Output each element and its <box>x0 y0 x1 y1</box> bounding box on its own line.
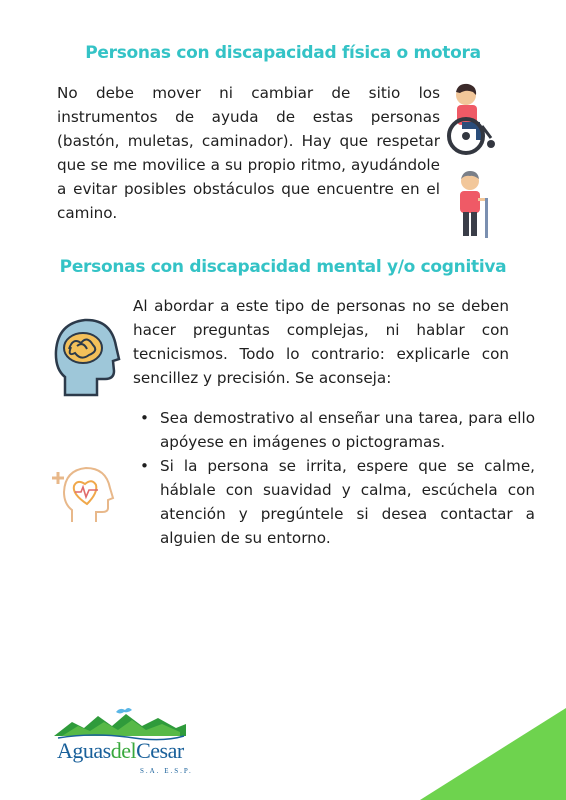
bullet-dot-icon: • <box>140 457 149 475</box>
logo-word-del: del <box>110 738 137 763</box>
logo-word-cesar: Cesar <box>136 738 184 763</box>
section-heading-cognitive: Personas con discapacidad mental y/o cognitiva <box>59 257 507 277</box>
company-logo <box>54 704 204 786</box>
list-item <box>140 406 535 454</box>
elderly-cane-icon <box>454 170 494 240</box>
advice-list <box>138 406 535 550</box>
section-heading-physical: Personas con discapacidad física o motora <box>85 43 481 63</box>
list-item-text: Si la persona se irrita, espere que se calme, háblale con suavidad y calma, escúchela con atención y pregúntele si desea contactar a alguien de su entorno. <box>160 457 535 547</box>
paragraph-physical: No debe mover ni cambiar de sitio los instrumentos de ayuda de estas personas (bastón, muletas, caminador). Hay que respetar que se me movilice a su propio ritmo, ayudándole a evitar posibles obstáculos que encuentre en el camino. <box>57 84 440 222</box>
logo-subtitle: S.A. E.S.P. <box>140 767 193 775</box>
list-item <box>140 454 535 550</box>
logo-wordmark <box>57 738 184 764</box>
paragraph-cognitive: Al abordar a este tipo de personas no se deben hacer preguntas complejas, ni hablar con tecnicismos. Todo lo contrario: explicarle con sencillez y precisión. Se aconseja: <box>133 297 509 387</box>
wheelchair-user-icon <box>446 82 498 156</box>
bullet-dot-icon: • <box>140 409 149 427</box>
corner-triangle-decoration <box>420 708 566 800</box>
logo-word-aguas: Aguas <box>57 738 111 763</box>
heart-head-icon <box>52 460 118 524</box>
list-item-text: Sea demostrativo al enseñar una tarea, para ello apóyese en imágenes o pictogramas. <box>160 409 535 451</box>
brain-head-icon <box>53 313 121 399</box>
